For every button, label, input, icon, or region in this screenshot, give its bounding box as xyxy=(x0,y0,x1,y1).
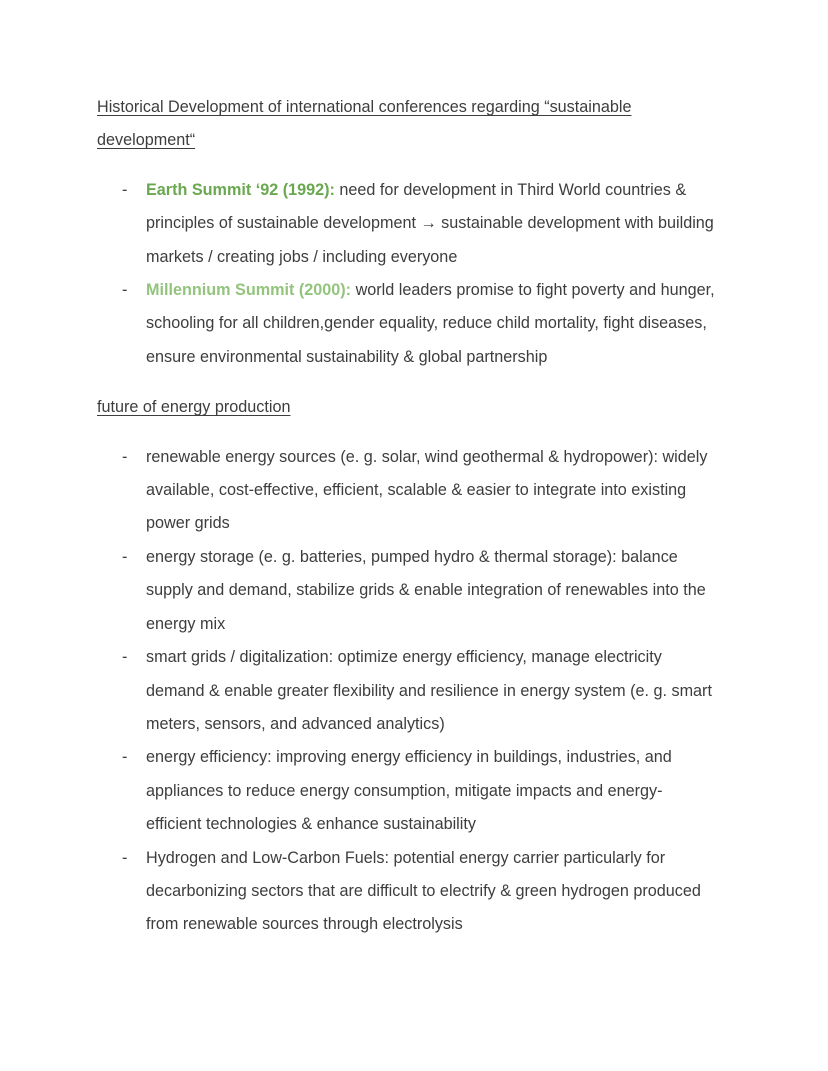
list-item-hydrogen xyxy=(122,842,717,942)
bullet-dash: - xyxy=(122,547,128,566)
bullet-dash: - xyxy=(122,180,128,199)
list-item-text: renewable energy sources (e. g. solar, wind geothermal & hydropower): widely available, cost-effective, efficient, scalable & easier to integrate into existing power grids xyxy=(146,447,708,533)
list-item-smart-grids xyxy=(122,641,717,741)
heading-historical-development: Historical Development of international conferences regarding “sustainable development“ xyxy=(97,98,632,150)
millennium-summit-lead: Millennium Summit (2000): xyxy=(146,281,352,300)
earth-summit-body: need for development in Third World countries & principles of sustainable development → sustainable development with building markets / creating jobs / including everyone xyxy=(146,180,714,266)
energy-bullet-list xyxy=(97,441,717,942)
list-item-text: energy efficiency: improving energy efficiency in buildings, industries, and appliances to reduce energy consumption, mitigate impacts and energy-efficient technologies & enhance sustainability xyxy=(146,748,672,834)
list-item-renewables xyxy=(122,441,717,541)
list-item-earth-summit xyxy=(122,174,717,274)
conferences-bullet-list xyxy=(97,174,717,374)
list-item-millennium-summit xyxy=(122,274,717,374)
list-item-text xyxy=(146,174,717,274)
millennium-summit-body: world leaders promise to fight poverty and hunger, schooling for all children,gender equality, reduce child mortality, fight diseases, ensure environmental sustainability & global partnership xyxy=(146,281,715,366)
list-item-energy-efficiency xyxy=(122,741,717,841)
list-item-text: energy storage (e. g. batteries, pumped hydro & thermal storage): balance supply and demand, stabilize grids & enable integration of renewables into the energy mix xyxy=(146,547,706,633)
bullet-dash: - xyxy=(122,281,128,300)
bullet-dash: - xyxy=(122,848,128,867)
bullet-dash: - xyxy=(122,447,128,466)
document-content xyxy=(97,91,717,942)
list-item-text: Hydrogen and Low-Carbon Fuels: potential energy carrier particularly for decarbonizing sectors that are difficult to electrify & green hydrogen produced from renewable sources through electrolysis xyxy=(146,848,701,934)
bullet-dash: - xyxy=(122,648,128,667)
heading-future-of-energy-production: future of energy production xyxy=(97,398,291,417)
list-item-text xyxy=(146,274,717,374)
list-item-energy-storage xyxy=(122,541,717,641)
earth-summit-lead: Earth Summit ‘92 (1992): xyxy=(146,180,335,199)
bullet-dash: - xyxy=(122,748,128,767)
list-item-text: smart grids / digitalization: optimize energy efficiency, manage electricity demand & enable greater flexibility and resilience in energy system (e. g. smart meters, sensors, and advanced analytics) xyxy=(146,648,712,733)
